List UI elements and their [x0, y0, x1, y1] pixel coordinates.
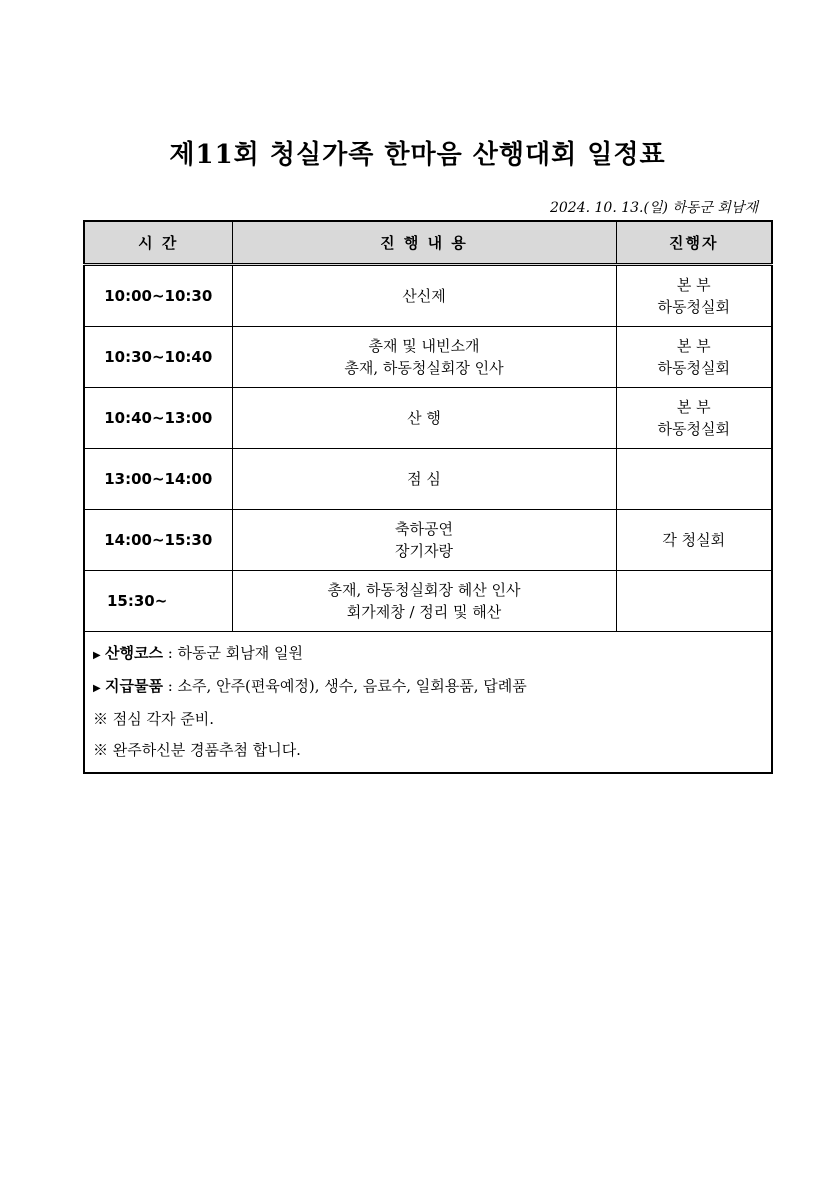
time-cell: 10:30~10:40 [84, 327, 232, 388]
host-cell [616, 510, 772, 571]
content-cell [232, 449, 616, 510]
header-host: 진행자 [616, 221, 772, 265]
notes-cell [84, 632, 772, 774]
time-cell: 10:00~10:30 [84, 265, 232, 327]
supply-value: : 소주, 안주(편육예정), 생수, 음료수, 일회용품, 답례품 [162, 677, 527, 695]
content-line: 총재 및 내빈소개 [368, 337, 480, 355]
host-cell [616, 449, 772, 510]
lunch-note: ※ 점심 각자 준비. [93, 710, 215, 728]
host-line: 본 부 [676, 337, 711, 355]
table-row [84, 327, 772, 388]
content-cell [232, 510, 616, 571]
content-cell [232, 327, 616, 388]
host-cell [616, 388, 772, 449]
host-line: 하동청실회 [657, 359, 730, 377]
date-place: 2024. 10. 13.(일) 하동군 회남재 [549, 200, 758, 216]
content-line: 총재, 하동청실회장 헤산 인사 [327, 581, 521, 599]
header-content: 진 행 내 용 [232, 221, 616, 265]
table-header-row [84, 221, 772, 265]
content-line: 점 심 [407, 470, 441, 488]
triangle-right-icon: ▶ [93, 650, 101, 661]
content-line: 산신제 [402, 287, 446, 305]
header-time: 시 간 [84, 221, 232, 265]
table-row [84, 510, 772, 571]
notes-row [84, 632, 772, 774]
content-line: 산 행 [407, 409, 441, 427]
table-row [84, 449, 772, 510]
host-line: 각 청실회 [662, 531, 726, 549]
time-cell: 10:40~13:00 [84, 388, 232, 449]
content-line: 장기자랑 [395, 542, 453, 560]
prize-note: ※ 완주하신분 경품추첨 합니다. [93, 741, 301, 759]
page-title: 제11회 청실가족 한마음 산행대회 일정표 [169, 140, 666, 170]
host-cell [616, 327, 772, 388]
host-cell [616, 265, 772, 327]
content-line: 회가제창 / 정리 및 해산 [346, 603, 502, 621]
triangle-right-icon: ▶ [93, 683, 101, 694]
table-row [84, 388, 772, 449]
supply-label: 지급물품 [105, 677, 163, 695]
content-cell [232, 571, 616, 632]
table-row [84, 265, 772, 327]
content-line: 축하공연 [395, 520, 453, 538]
schedule-table [83, 220, 773, 774]
content-line: 총재, 하동청실회장 인사 [344, 359, 504, 377]
time-cell: 15:30~ [84, 571, 232, 632]
time-cell: 14:00~15:30 [84, 510, 232, 571]
time-cell: 13:00~14:00 [84, 449, 232, 510]
course-note [93, 638, 763, 671]
host-line: 하동청실회 [657, 298, 730, 316]
host-line: 본 부 [676, 276, 711, 294]
course-value: : 하동군 회남재 일원 [162, 644, 304, 662]
host-line: 본 부 [676, 398, 711, 416]
content-cell [232, 265, 616, 327]
table-row [84, 571, 772, 632]
course-label: 산행코스 [105, 644, 163, 662]
host-line: 하동청실회 [657, 420, 730, 438]
content-cell [232, 388, 616, 449]
host-cell [616, 571, 772, 632]
supply-note [93, 671, 763, 704]
